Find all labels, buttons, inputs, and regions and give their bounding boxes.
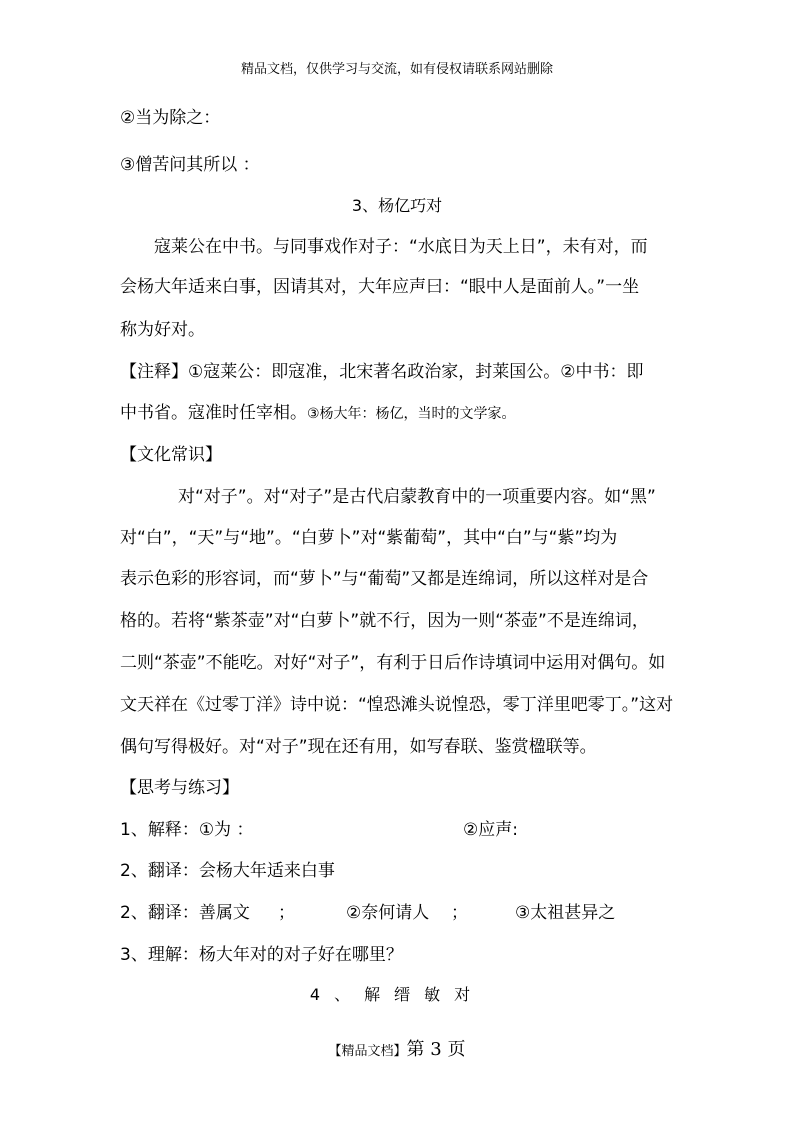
practice-q3-part3: ③太祖甚异之 bbox=[515, 903, 616, 923]
footer-prefix: 【精品文档】 bbox=[328, 1044, 407, 1059]
culture-line-3: 表示色彩的形容词，而“萝卜”与“葡萄”又都是连绵词，所以这样对是合 bbox=[120, 569, 649, 589]
culture-line-5: 二则“茶壶”不能吃。对好“对子”，有利于日后作诗填词中运用对偶句。如 bbox=[120, 653, 666, 673]
question-item-2: ②当为除之： bbox=[120, 108, 221, 128]
notes-line-2 bbox=[120, 398, 516, 423]
practice-q3-separator-2: ； bbox=[451, 903, 468, 923]
practice-q1-part1: 1、解释：①为 ： bbox=[120, 820, 254, 840]
practice-q1-part2: ②应声: bbox=[463, 820, 518, 840]
practice-q4: 3、理解：杨大年对的对子好在哪里？ bbox=[120, 945, 403, 965]
page-number: 第 3 页 bbox=[406, 1039, 466, 1060]
page-footer bbox=[0, 1035, 794, 1061]
page-header: 精品文档，仅供学习与交流，如有侵权请联系网站删除 bbox=[240, 62, 553, 77]
culture-line-1: 对“对子”。对“对子”是古代启蒙教育中的一项重要内容。如“黑” bbox=[178, 487, 656, 507]
practice-q3-part2: ②奈何请人 bbox=[346, 903, 430, 923]
culture-line-7: 偶句写得极好。对“对子”现在还有用，如写春联、鉴赏楹联等。 bbox=[120, 737, 597, 757]
practice-heading: 【思考与练习】 bbox=[120, 778, 239, 798]
culture-heading: 【文化常识】 bbox=[120, 445, 222, 465]
passage-line-2: 会杨大年适来白事，因请其对，大年应声曰：“眼中人是面前人。”一坐 bbox=[120, 277, 640, 297]
notes-line-1: 【注释】①寇莱公：即寇准，北宋著名政治家，封莱国公。②中书：即 bbox=[120, 362, 644, 382]
practice-q3-separator-1: ； bbox=[278, 903, 295, 923]
notes-line-2-text-b: ③杨大年：杨亿，当时的文学家。 bbox=[307, 406, 516, 422]
practice-q2: 2、翻译：会杨大年适来白事 bbox=[120, 861, 335, 881]
notes-line-2-text-a: 中书省。寇准时任宰相。 bbox=[120, 403, 307, 423]
section-title: 3、杨亿巧对 bbox=[351, 196, 443, 215]
passage-line-3: 称为好对。 bbox=[120, 320, 205, 340]
question-item-3: ③僧苦问其所以 ： bbox=[120, 155, 260, 175]
culture-line-2: 对“白”，“天”与“地”。“白萝卜”对“紫葡萄”，其中“白”与“紫”均为 bbox=[120, 528, 618, 548]
culture-line-4: 格的。若将“紫茶壶”对“白萝卜”就不行，因为一则“茶壶”不是连绵词， bbox=[120, 611, 649, 631]
culture-line-6: 文天祥在《过零丁洋》诗中说：“惶恐滩头说惶恐，零丁洋里吧零丁。”这对 bbox=[120, 695, 674, 715]
section-title-next: 4、解缙敏对 bbox=[309, 985, 485, 1004]
passage-line-1: 寇莱公在中书。与同事戏作对子：“水底日为天上日”，未有对，而 bbox=[154, 237, 648, 257]
practice-q3-part1: 2、翻译：善属文 bbox=[120, 903, 250, 923]
